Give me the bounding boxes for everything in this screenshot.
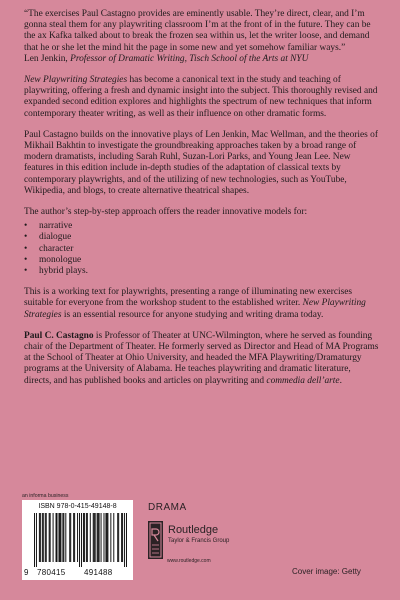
cover-image-credit: Cover image: Getty bbox=[292, 567, 361, 576]
author-name: Paul C. Castagno bbox=[24, 330, 94, 341]
barcode-bar bbox=[90, 513, 91, 562]
barcode-bar bbox=[94, 513, 95, 562]
barcode-bar bbox=[104, 513, 105, 562]
barcode-bar bbox=[124, 513, 125, 567]
barcode-bar bbox=[43, 513, 44, 562]
barcode-bar bbox=[50, 513, 51, 562]
blurb-text bbox=[24, 9, 380, 397]
barcode-bar bbox=[49, 513, 50, 562]
barcode-bar bbox=[97, 513, 98, 562]
barcode-bar bbox=[69, 513, 70, 562]
barcode-bar bbox=[118, 513, 119, 562]
barcode-bar bbox=[87, 513, 88, 562]
book-title: New Playwriting Strategies bbox=[24, 298, 366, 320]
barcode-bar bbox=[117, 513, 118, 562]
barcode-bar bbox=[126, 513, 127, 567]
quote-text: “The exercises Paul Castagno provides are eminently usable. They’re direct, clear, and I’m gonna steal them for any playwriting classroom I’m at the front of in the future. They can be the ax Kafka talked about to break the frozen sea within us, let the writer loose, and demand that he or she let the mind hit the page in some new and yet somehow familiar ways.” bbox=[24, 9, 371, 53]
models-intro: The author’s step-by-step approach offers the reader innovative models for: bbox=[24, 207, 308, 218]
barcode-bar bbox=[95, 513, 96, 562]
barcode-bar bbox=[93, 513, 94, 562]
barcode-bar bbox=[70, 513, 71, 562]
publisher-name: Routledge bbox=[168, 524, 219, 536]
list-item: • dialogue bbox=[39, 232, 380, 243]
barcode-bar bbox=[60, 513, 61, 562]
barcode-bar bbox=[84, 513, 85, 562]
book-title: New Playwriting Strategies bbox=[24, 75, 128, 86]
subject-category: DRAMA bbox=[148, 502, 187, 513]
barcode-bar bbox=[83, 513, 84, 562]
barcode-bar bbox=[62, 513, 63, 562]
barcode-bar bbox=[53, 513, 54, 562]
working-text-paragraph: This is a working text for playwrights, presenting a range of illuminating new exercises suitable for everyone from the workshop student to the established writer. New Playwriting Strategies is an essential resource for anyone studying and writing drama today. bbox=[24, 287, 366, 320]
barcode-bar bbox=[39, 513, 40, 562]
barcode-bar bbox=[77, 513, 78, 562]
publisher-group: Taylor & Francis Group bbox=[168, 538, 230, 544]
author-bio: Paul C. Castagno is Professor of Theater at UNC-Wilmington, where he served as founding chair of the Department of Theater. He formerly served as Director and Head of MA Programs at the School of Theater at Ohio University, and headed the MFA Playwriting/Dramaturgy programs at the University of Alabama. He teaches playwriting and dramatic literature, directs, and has published books and articles on playwriting and commedia dell’arte. bbox=[24, 330, 379, 386]
endorsement-quote bbox=[24, 9, 380, 65]
list-item: • monologue bbox=[39, 255, 380, 266]
intro-paragraph: New Playwriting Strategies has become a canonical text in the study and teaching of playwriting, offering a fresh and dynamic insight into the subject. This thoroughly revised and expanded second edition explores and highlights the spectrum of new techniques that inform contemporary theater writing, as well as their influence on other dramatic forms. bbox=[24, 75, 378, 119]
barcode-icon bbox=[34, 513, 127, 567]
models-list bbox=[24, 221, 380, 277]
barcode-bar bbox=[42, 513, 43, 562]
barcode-bar bbox=[40, 513, 41, 562]
barcode-bar bbox=[121, 513, 122, 562]
barcode-bar bbox=[34, 513, 35, 567]
publisher-block bbox=[168, 524, 229, 545]
barcode-bar bbox=[106, 513, 107, 562]
publisher-url: www.routledge.com bbox=[167, 558, 211, 564]
barcode-bar bbox=[73, 513, 74, 562]
barcode-bar bbox=[107, 513, 108, 562]
isbn-barcode: ISBN 978-0-415-49148-8 9 780415 491488 bbox=[22, 500, 133, 580]
barcode-bar bbox=[105, 513, 106, 562]
barcode-bar bbox=[36, 513, 37, 567]
barcode-bar bbox=[59, 513, 60, 562]
barcode-bar bbox=[74, 513, 75, 562]
barcode-bar bbox=[46, 513, 47, 562]
barcode-bar bbox=[57, 513, 58, 562]
routledge-logo-icon bbox=[148, 521, 163, 559]
barcode-bar bbox=[79, 513, 80, 567]
barcode-bar bbox=[113, 513, 114, 562]
list-item: • hybrid plays. bbox=[39, 266, 380, 277]
barcode-bar bbox=[101, 513, 102, 562]
quote-author: Len Jenkin, bbox=[24, 53, 68, 64]
barcode-bar bbox=[99, 513, 100, 562]
informa-business-label: an informa business bbox=[22, 493, 69, 499]
barcode-bar bbox=[45, 513, 46, 562]
list-item: • character bbox=[39, 244, 380, 255]
barcode-bar bbox=[81, 513, 82, 567]
barcode-bar bbox=[58, 513, 59, 562]
barcode-bar bbox=[86, 513, 87, 562]
barcode-bar bbox=[122, 513, 123, 562]
barcode-bar bbox=[65, 513, 66, 562]
barcode-bar bbox=[56, 513, 57, 562]
barcode-bar bbox=[98, 513, 99, 562]
isbn-label: ISBN 978-0-415-49148-8 bbox=[38, 503, 117, 510]
quote-author-title: Professor of Dramatic Writing, Tisch School of the Arts at NYU bbox=[70, 53, 309, 64]
barcode-bar bbox=[63, 513, 64, 562]
list-item: • narrative bbox=[39, 221, 380, 232]
author-approach-paragraph: Paul Castagno builds on the innovative plays of Len Jenkin, Mac Wellman, and the theories of Mikhail Bakhtin to investigate the groundbreaking approaches taken by a broad range of modern dramatists, including Sarah Ruhl, Suzan-Lori Parks, and Young Jean Lee. New features in this edition include in-depth studies of the adaptation of classical texts by contemporary playwrights, and of the utilizing of new technologies, such as YouTube, Wikipedia, and blogs, to create alternative theatrical shapes. bbox=[24, 129, 378, 196]
barcode-bar bbox=[110, 513, 111, 562]
